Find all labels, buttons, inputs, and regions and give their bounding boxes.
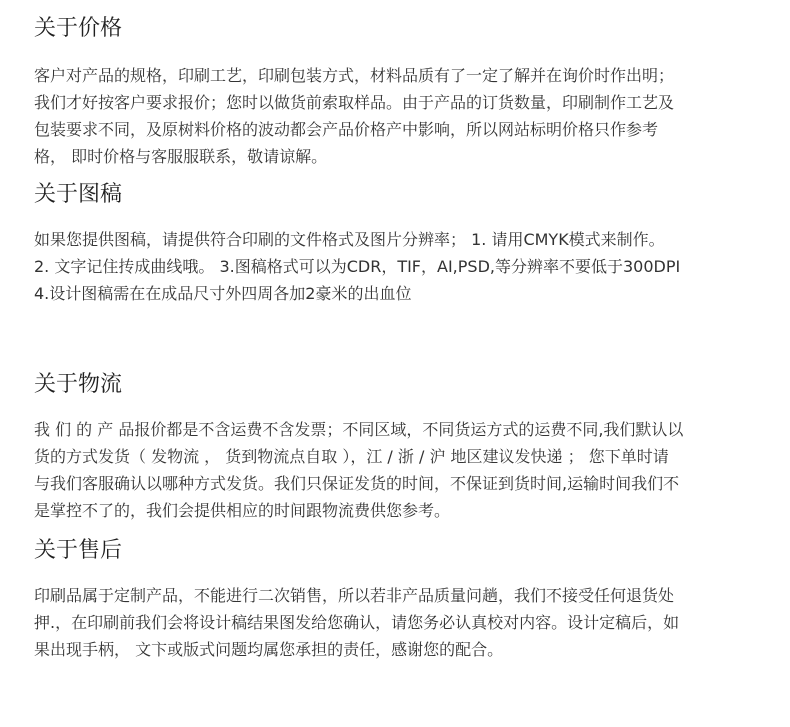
text-line: 包装要求不同，及原树料价格的波动都会产品价格产中影响，所以网站标明价格只作参考 — [34, 120, 659, 139]
text-line: 押.，在印刷前我们会将设计稿结果图发给您确认，请您务必认真校对内容。设计定稿后，如 — [34, 613, 680, 632]
section-title-logistics: 关于物流 — [34, 372, 123, 397]
text-line: 我们才好按客户要求报价；您时以做货前索取样品。由于产品的订货数量，印刷制作工艺及 — [34, 93, 675, 112]
section-title-after-sales: 关于售后 — [34, 538, 123, 563]
text-line: 与我们客服确认以哪种方式发货。我们只保证发货的时间，不保证到货时间,运输时间我们不 — [34, 474, 680, 493]
section-body-artwork — [34, 226, 774, 307]
text-line: 是掌控不了的，我们会提供相应的时间跟物流费供您参考。 — [34, 501, 451, 520]
text-line: 货的方式发货（ 发物流 ， 货到物流点自取 ），江 / 浙 / 沪 地区建议发快递 ； 您下单时请 — [34, 447, 669, 466]
text-line: 客户对产品的规格，印刷工艺，印刷包装方式，材料品质有了一定了解并在询价时作出明； — [34, 66, 675, 85]
text-line: 如果您提供图稿，请提供符合印刷的文件格式及图片分辨率； 1. 请用CMYK模式来制作。 — [34, 230, 665, 249]
text-line: 4.设计图稿需在在成品尺寸外四周各加2豪米的出血位 — [34, 284, 412, 303]
section-title-pricing: 关于价格 — [34, 16, 123, 41]
text-line: 印刷品属于定制产品，不能进行二次销售，所以若非产品质量问趟，我们不接受任何退货处 — [34, 586, 675, 605]
section-after-sales — [34, 536, 774, 663]
section-artwork — [34, 180, 774, 307]
text-line: 2. 文字记住抟成曲线哦。 3.图稿格式可以为CDR，TIF，AI,PSD,等分辨率不要低于300DPI — [34, 257, 681, 276]
section-body-after-sales — [34, 582, 774, 663]
text-line: 果出现手柄， 文卞或版式问题均属您承担的责任，感谢您的配合。 — [34, 640, 504, 659]
section-body-pricing — [34, 62, 774, 170]
text-line: 我 们 的 产 品报价都是不含运费不含发票；不同区域，不同货运方式的运费不同,我们默认以 — [34, 420, 684, 439]
section-pricing — [34, 14, 774, 170]
text-line: 格， 即时价格与客服服联系，敬请谅解。 — [34, 147, 328, 166]
section-title-artwork: 关于图稿 — [34, 182, 123, 207]
section-body-logistics — [34, 416, 774, 524]
section-logistics — [34, 370, 774, 524]
